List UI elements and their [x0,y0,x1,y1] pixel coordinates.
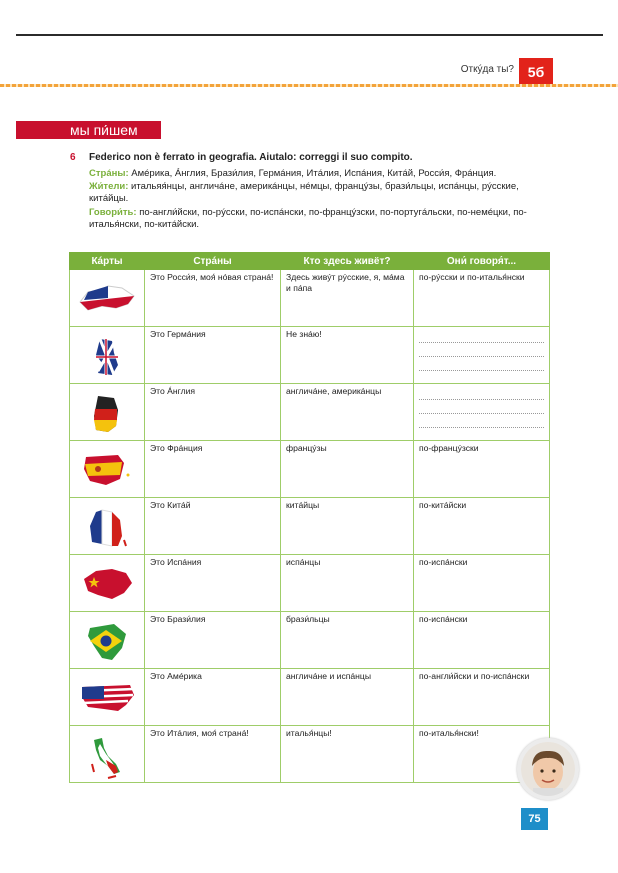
spain-map-icon [78,449,136,489]
france-map-icon [78,506,136,546]
people-cell: китáйцы [281,498,414,555]
people-cell: италья́нцы! [281,726,414,783]
table-row [70,270,550,327]
russia-map-icon [78,278,136,318]
table-row [70,327,550,384]
table-row [70,612,550,669]
speak-cell: по-италья́нски! [414,726,550,783]
table-row [70,669,550,726]
uk-map-icon [78,335,136,375]
table-row [70,555,550,612]
people-cell: англичáне, америкáнцы [281,384,414,441]
header-they-speak: Они́ говоря́т... [414,253,550,270]
country-cell: Это Фрáнция [145,441,281,498]
exercise-title: Federico non è ferrato in geografia. Aiutalo: correggi il suo compito. [89,152,413,163]
table-row [70,384,550,441]
exercise-table [69,252,550,783]
countries-label: Стрáны: [89,168,129,179]
people-list: итальяя́нцы, англичáне, америкáнцы, нéмцы, францýзы, брази́льцы, испáнцы, рýсские, китáйцы. [89,181,519,204]
speak-label: Говори́ть: [89,207,137,218]
countries-line [89,168,559,180]
table-row [70,726,550,783]
section-number: 5б [527,64,545,80]
speak-list: по-англи́йски, по-рýсски, по-испáнски, по-францýзски, по-португáльски, по-немéцки, по-италья́нски, по-китáйски. [89,207,527,230]
italy-map-icon [78,734,136,774]
section-banner: мы пи́шем [64,121,161,139]
table-header-row [70,253,550,270]
brazil-map-icon [78,620,136,660]
people-line [89,181,559,205]
banner-strip [16,121,64,139]
speak-cell: по-испáнски [414,555,550,612]
country-cell: Это Испáния [145,555,281,612]
table-row [70,498,550,555]
people-cell: францýзы [281,441,414,498]
country-cell: Это Амéрика [145,669,281,726]
country-cell: Это Брази́лия [145,612,281,669]
child-avatar [517,738,579,800]
people-cell: Здесь живýт рýсские, я, мáма и пáпа [281,270,414,327]
people-cell: брази́льцы [281,612,414,669]
country-cell: Это Гермáния [145,327,281,384]
header-countries: Стрáны [145,253,281,270]
germany-map-icon [78,392,136,432]
speak-cell-blank[interactable] [414,327,550,384]
countries-list: Амéрика, Áнглия, Брази́лия, Гермáния, Итáлия, Испáния, Китáй, Росси́я, Фрáнция. [131,168,497,179]
top-rule [16,34,603,36]
speak-cell: по-францýзски [414,441,550,498]
header-who-lives: Кто здесь живёт? [281,253,414,270]
people-cell: испáнцы [281,555,414,612]
page-number: 75 [521,808,548,830]
usa-map-icon [78,677,136,717]
speak-cell-blank[interactable] [414,384,550,441]
table-row [70,441,550,498]
country-cell: Это Китáй [145,498,281,555]
speak-cell: по-испáнски [414,612,550,669]
speak-cell: по-китáйски [414,498,550,555]
speak-cell: по-англи́йски и по-испáнски [414,669,550,726]
chapter-title: Откýда ты? [460,64,514,75]
exercise-number: 6 [70,152,76,163]
china-map-icon [78,563,136,603]
country-cell: Это Áнглия [145,384,281,441]
country-cell: Это Росси́я, моя́ нóвая странá! [145,270,281,327]
people-cell: Не знáю! [281,327,414,384]
people-cell: англичáне и испáнцы [281,669,414,726]
country-cell: Это Итáлия, моя́ странá! [145,726,281,783]
speak-line [89,207,559,231]
people-label: Жи́тели: [89,181,129,192]
speak-cell: по-рýсски и по-италья́нски [414,270,550,327]
header-maps: Кáрты [70,253,145,270]
decorative-ribbon [0,84,618,87]
